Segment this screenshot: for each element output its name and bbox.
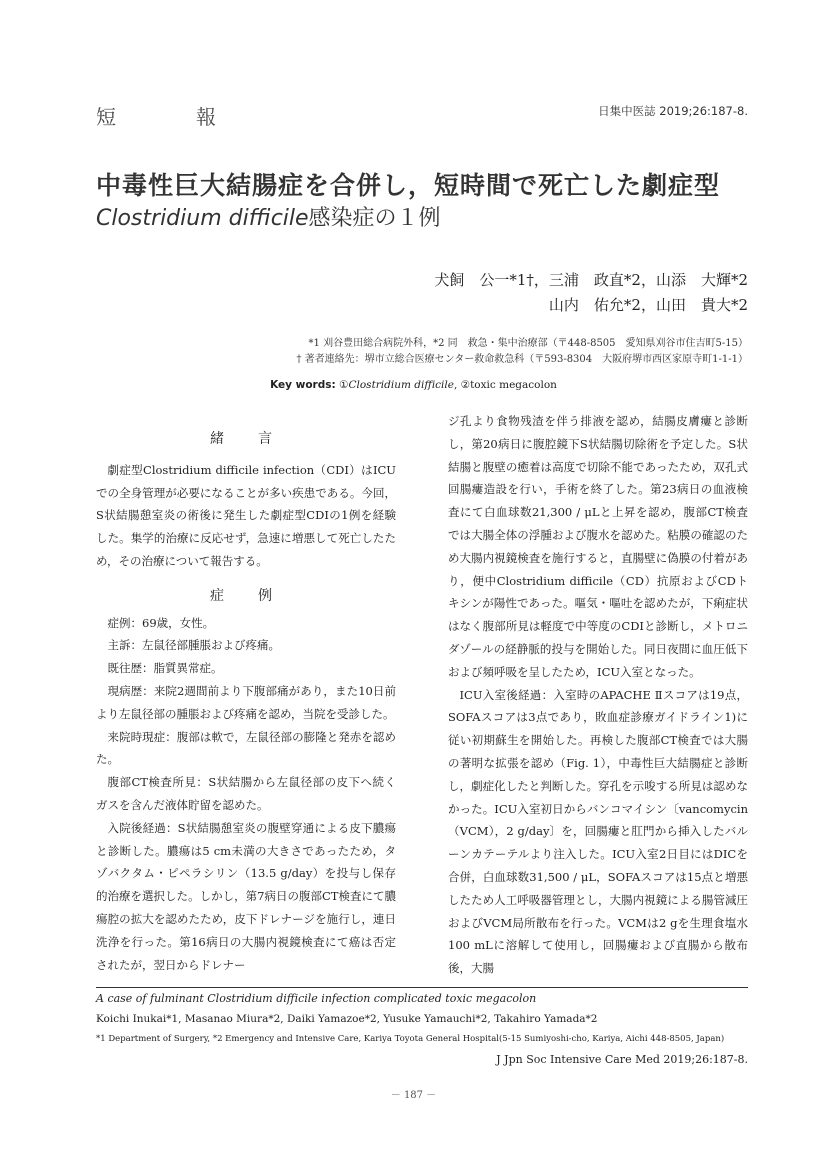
keywords-label: Key words:	[270, 379, 336, 391]
article-title-line1: 中毒性巨大結腸症を合併し，短時間で死亡した劇症型	[96, 171, 721, 200]
author-list-line1: 犬飼 公一*1†，三浦 政直*2，山添 大輝*2	[434, 271, 748, 289]
english-title: A case of fulminant Clostridium difficile infection complicated toxic megacolon	[96, 992, 537, 1005]
case-ct-findings: 腹部CT検査所見：S状結腸から左鼠径部の皮下へ続くガスを含んだ液体貯留を認めた。	[96, 775, 396, 812]
section-label: 短 報	[96, 105, 246, 129]
case-chief-complaint: 主訴：左鼠径部腫脹および疼痛。	[107, 638, 280, 653]
case-past-history: 既往歴：脂質異常症。	[107, 661, 223, 676]
footer-rule	[96, 987, 748, 988]
article-title-line2	[96, 201, 441, 232]
case-heading: 症 例	[210, 587, 282, 604]
case-age-sex: 症例：69歳，女性。	[107, 615, 215, 630]
intro-heading: 緒 言	[210, 431, 282, 447]
author-list-line2: 山内 佑允*2，山田 貴大*2	[548, 296, 748, 314]
right-paragraph-1: ジ孔より食物残渣を伴う排液を認め，結腸皮膚瘻と診断し，第20病日に腹腔鏡下S状結腸切除術を予定した。S状結腸と腹壁の癒着は高度で切除不能であったため，双孔式回腸瘻造設を行い，手術を終了した。第23病日の血液検査にて白血球数21,300 / μLと上昇を認め，腹部CT検査では大腸全体の浮腫および腹水を認めた。粘膜の確認のため大腸内視鏡検査を施行すると，直腸壁に偽膜の付着があり，便中Clostridium difficile（CD）抗原およびCDトキシンが陽性であった。嘔気・嘔吐を認めたが，下痢症状はなく腹部所見は軽度で中等度のCDIと診断し，メトロニダゾールの経静脈的投与を開始した。同日夜間に血圧低下および頻呼吸を呈したため，ICU入室となった。	[448, 414, 748, 679]
english-affiliations: *1 Department of Surgery, *2 Emergency and Intensive Care, Kariya Toyota General Hospital(5-15 Sumiyoshi-cho, Kariya, Aichi 448-8505, Japan)	[96, 1034, 725, 1044]
icu-course-paragraph: ICU入室後経過：入室時のAPACHE Ⅱスコアは19点，SOFAスコアは3点であり，敗血症診療ガイドライン1)に従い初期蘇生を開始した。再検した腹部CT検査では大腸の著明な拡張を認め（Fig. 1），中毒性巨大結腸症と診断し，劇症化したと判断した。穿孔を示唆する所見は認めなかった。ICU入室初日からバンコマイシン〔vancomycin（VCM），2 g/day〕を，回腸瘻と肛門から挿入したバルーンカテーテルより注入した。ICU入室2日目にはDICを合併，白血球数31,500 / μL，SOFAスコアは15点と増悪したため人工呼吸器管理とし，大腸内視鏡による腸管減圧およびVCM局所散布を行った。VCMは2 gを生理食塩水100 mLに溶解して使用し，回腸瘻および直腸から散布後，大腸	[448, 687, 748, 976]
right-column	[448, 410, 748, 980]
left-column	[96, 428, 396, 976]
journal-reference: 日集中医誌 2019;26:187-8.	[598, 104, 748, 118]
case-hospital-course: 入院後経過：S状結腸憩室炎の腹壁穿通による皮下膿瘍と診断した。膿瘍は5 cm未満の大きさであったため，タゾバクタム・ピペラシリン（13.5 g/day）を投与し保存的治療を選択した。しかし，第7病日の腹部CT検査にて膿瘍腔の拡大を認めたため，皮下ドレナージを施行し，連日洗浄を行った。第16病日の大腸内視鏡検査にて癌は否定されたが，翌日からドレナー	[96, 820, 396, 972]
keyword-1-prefix: ①	[335, 379, 349, 391]
corresponding-author-line: † 著者連絡先：堺市立総合医療センター救命救急科（〒593-8304 大阪府堺市西区家原寺町1-1-1）	[296, 354, 748, 365]
case-findings-on-arrival: 来院時現症：腹部は軟で，左鼠径部の膨隆と発赤を認めた。	[96, 729, 396, 767]
case-present-illness: 現病歴：来院2週間前より下腹部痛があり，また10日前より左鼠径部の腫脹および疼痛を認め，当院を受診した。	[96, 683, 396, 721]
intro-paragraph: 劇症型Clostridium difficile infection（CDI）はICUでの全身管理が必要になることが多い疾患である。今回，S状結腸憩室炎の術後に発生した劇症型CDIの1例を経験した。集学的治療に反応せず，急速に増悪して死亡したため，その治療について報告する。	[96, 462, 396, 568]
title-organism-name: Clostridium difficile	[96, 206, 309, 231]
title-line2-rest: 感染症の１例	[308, 206, 441, 231]
keyword-2: , ②toxic megacolon	[454, 379, 557, 391]
page-number: － 187 －	[390, 1090, 437, 1101]
affiliation-line1: *1 刈谷豊田総合病院外科，*2 同 救急・集中治療部（〒448-8505 愛知県刈谷市住吉町5-15）	[308, 338, 748, 349]
english-journal-reference: J Jpn Soc Intensive Care Med 2019;26:187-8.	[496, 1053, 748, 1066]
keywords	[0, 379, 827, 391]
keyword-1: Clostridium difficile	[348, 379, 454, 391]
english-authors: Koichi Inukai*1, Masanao Miura*2, Daiki Yamazoe*2, Yusuke Yamauchi*2, Takahiro Yamada*2	[96, 1013, 598, 1025]
